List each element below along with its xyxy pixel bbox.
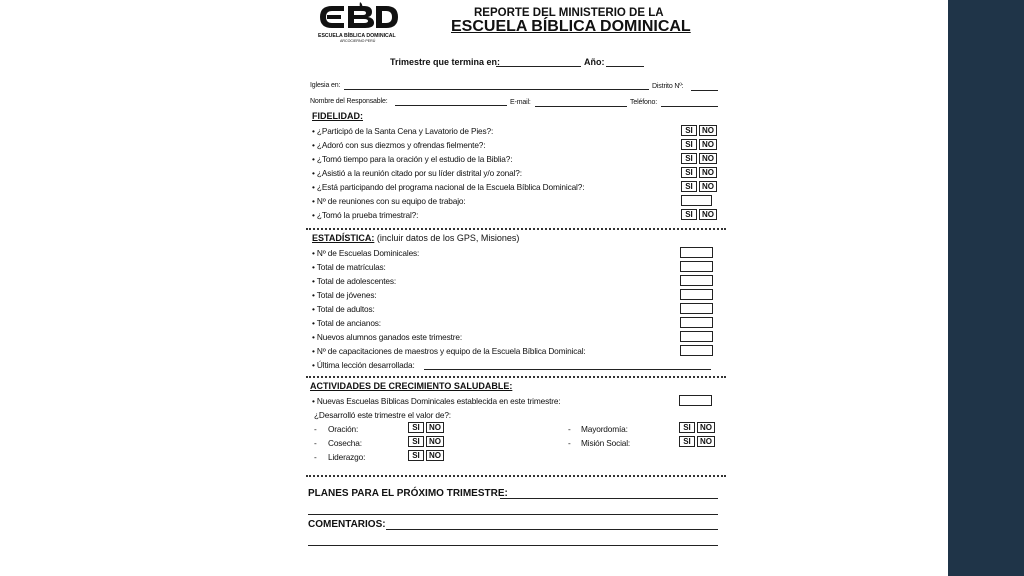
nuevas-escuelas-label: • Nuevas Escuelas Bíblicas Dominicales establecida en este trimestre:: [312, 396, 561, 406]
si-option[interactable]: SI: [679, 436, 695, 447]
si-option[interactable]: SI: [408, 422, 424, 433]
planes-field[interactable]: [500, 498, 718, 499]
nuevas-escuelas-box[interactable]: [679, 395, 712, 406]
valor-mayordomia-label: Mayordomía:: [581, 424, 628, 434]
si-no-checkbox[interactable]: [679, 422, 715, 433]
dash: -: [568, 438, 571, 448]
responsable-label: Nombre del Responsable:: [310, 98, 388, 105]
ultima-leccion-field[interactable]: [424, 369, 711, 370]
dash: -: [314, 452, 317, 462]
estadistica-item: • Total de ancianos:: [312, 318, 381, 328]
no-option[interactable]: NO: [426, 450, 444, 461]
valor-oracion-label: Oración:: [328, 424, 359, 434]
dotted-separator: [306, 376, 726, 378]
estadistica-input-box[interactable]: [680, 317, 713, 328]
estadistica-item: • Total de jóvenes:: [312, 290, 377, 300]
si-option[interactable]: SI: [681, 209, 697, 220]
responsable-field[interactable]: [395, 105, 507, 106]
si-option[interactable]: SI: [408, 450, 424, 461]
anio-label: Año:: [584, 57, 605, 67]
estadistica-item: • Total de matrículas:: [312, 262, 386, 272]
anio-field[interactable]: [606, 66, 644, 67]
estadistica-input-box[interactable]: [680, 345, 713, 356]
fidelidad-item: • Nº de reuniones con su equipo de trabajo:: [312, 196, 466, 206]
planes-label: PLANES PARA EL PRÓXIMO TRIMESTRE:: [308, 488, 508, 499]
ebd-logo-icon: [318, 2, 402, 32]
estadistica-input-box[interactable]: [680, 303, 713, 314]
si-no-checkbox[interactable]: [681, 167, 717, 178]
si-option[interactable]: SI: [679, 422, 695, 433]
logo-subcaption: ARCOCIERNO PERÚ: [340, 39, 376, 43]
telefono-field[interactable]: [661, 106, 718, 107]
dotted-separator: [306, 475, 726, 477]
valor-liderazgo-label: Liderazgo:: [328, 452, 366, 462]
estadistica-item: • Nuevos alumnos ganados este trimestre:: [312, 332, 463, 342]
valor-cosecha-label: Cosecha:: [328, 438, 362, 448]
si-no-checkbox[interactable]: [408, 450, 444, 461]
desarrollo-label: ¿Desarrolló este trimestre el valor de?:: [314, 410, 451, 420]
estadistica-input-box[interactable]: [680, 331, 713, 342]
si-no-checkbox[interactable]: [408, 436, 444, 447]
iglesia-label: Iglesia en:: [310, 82, 341, 89]
si-no-checkbox[interactable]: [681, 125, 717, 136]
fidelidad-item: • ¿Adoró con sus diezmos y ofrendas fielmente?:: [312, 140, 486, 150]
logo-caption: ESCUELA BÍBLICA DOMINICAL: [318, 33, 396, 39]
trimestre-label: Trimestre que termina en:: [390, 57, 501, 67]
si-no-checkbox[interactable]: [681, 209, 717, 220]
fidelidad-title: FIDELIDAD:: [312, 111, 363, 121]
estadistica-input-box[interactable]: [680, 289, 713, 300]
no-option[interactable]: NO: [426, 422, 444, 433]
no-option[interactable]: NO: [699, 209, 717, 220]
report-title-line2: ESCUELA BÍBLICA DOMINICAL: [451, 18, 691, 35]
fidelidad-item: • ¿Asistió a la reunión citado por su líder distrital y/o zonal?:: [312, 168, 522, 178]
estadistica-item: • Nº de Escuelas Dominicales:: [312, 248, 420, 258]
valor-mision-social-label: Misión Social:: [581, 438, 631, 448]
no-option[interactable]: NO: [699, 181, 717, 192]
fidelidad-item: • ¿Participó de la Santa Cena y Lavatorio de Pies?:: [312, 126, 494, 136]
email-field[interactable]: [535, 106, 627, 107]
si-option[interactable]: SI: [681, 139, 697, 150]
si-option[interactable]: SI: [408, 436, 424, 447]
comentarios-field[interactable]: [386, 529, 718, 530]
si-no-checkbox[interactable]: [679, 436, 715, 447]
email-label: E-mail:: [510, 99, 531, 106]
trimestre-field[interactable]: [496, 66, 581, 67]
si-option[interactable]: SI: [681, 153, 697, 164]
fidelidad-item: • ¿Está participando del programa nacional de la Escuela Bíblica Dominical?:: [312, 182, 585, 192]
estadistica-item: • Total de adultos:: [312, 304, 375, 314]
si-no-checkbox[interactable]: [681, 153, 717, 164]
estadistica-input-box[interactable]: [680, 247, 713, 258]
no-option[interactable]: NO: [697, 422, 715, 433]
si-option[interactable]: SI: [681, 181, 697, 192]
report-form-document: [300, 0, 740, 576]
distrito-label: Distrito Nº:: [652, 83, 684, 90]
distrito-field[interactable]: [691, 90, 718, 91]
comentarios-label: COMENTARIOS:: [308, 519, 386, 530]
estadistica-header: [312, 233, 519, 243]
si-no-checkbox[interactable]: [681, 181, 717, 192]
estadistica-item: • Total de adolescentes:: [312, 276, 397, 286]
no-option[interactable]: NO: [699, 125, 717, 136]
report-title-line1: REPORTE DEL MINISTERIO DE LA: [474, 7, 664, 19]
comentarios-field-line2[interactable]: [308, 545, 718, 546]
dash: -: [568, 424, 571, 434]
no-option[interactable]: NO: [699, 139, 717, 150]
no-option[interactable]: NO: [697, 436, 715, 447]
dash: -: [314, 438, 317, 448]
estadistica-input-box[interactable]: [680, 275, 713, 286]
no-option[interactable]: NO: [426, 436, 444, 447]
si-option[interactable]: SI: [681, 167, 697, 178]
no-option[interactable]: NO: [699, 153, 717, 164]
dash: -: [314, 424, 317, 434]
si-no-checkbox[interactable]: [408, 422, 444, 433]
si-no-checkbox[interactable]: [681, 139, 717, 150]
si-option[interactable]: SI: [681, 125, 697, 136]
dotted-separator: [306, 228, 726, 230]
estadistica-item: • Última lección desarrollada:: [312, 360, 415, 370]
ebd-logo: [318, 2, 402, 44]
actividades-title: ACTIVIDADES DE CRECIMIENTO SALUDABLE:: [310, 381, 513, 391]
reuniones-input-box[interactable]: [681, 195, 712, 206]
no-option[interactable]: NO: [699, 167, 717, 178]
planes-field-line2[interactable]: [308, 514, 718, 515]
fidelidad-item: • ¿Tomó tiempo para la oración y el estudio de la Biblia?:: [312, 154, 513, 164]
right-background-band: [948, 0, 1024, 576]
estadistica-title: ESTADÍSTICA:: [312, 233, 375, 243]
iglesia-field[interactable]: [344, 89, 649, 90]
fidelidad-item: • ¿Tomó la prueba trimestral?:: [312, 210, 419, 220]
estadistica-subtitle: (incluir datos de los GPS, Misiones): [376, 233, 520, 243]
telefono-label: Teléfono:: [630, 99, 658, 106]
estadistica-input-box[interactable]: [680, 261, 713, 272]
estadistica-item: • Nº de capacitaciones de maestros y equipo de la Escuela Bíblica Dominical:: [312, 346, 586, 356]
